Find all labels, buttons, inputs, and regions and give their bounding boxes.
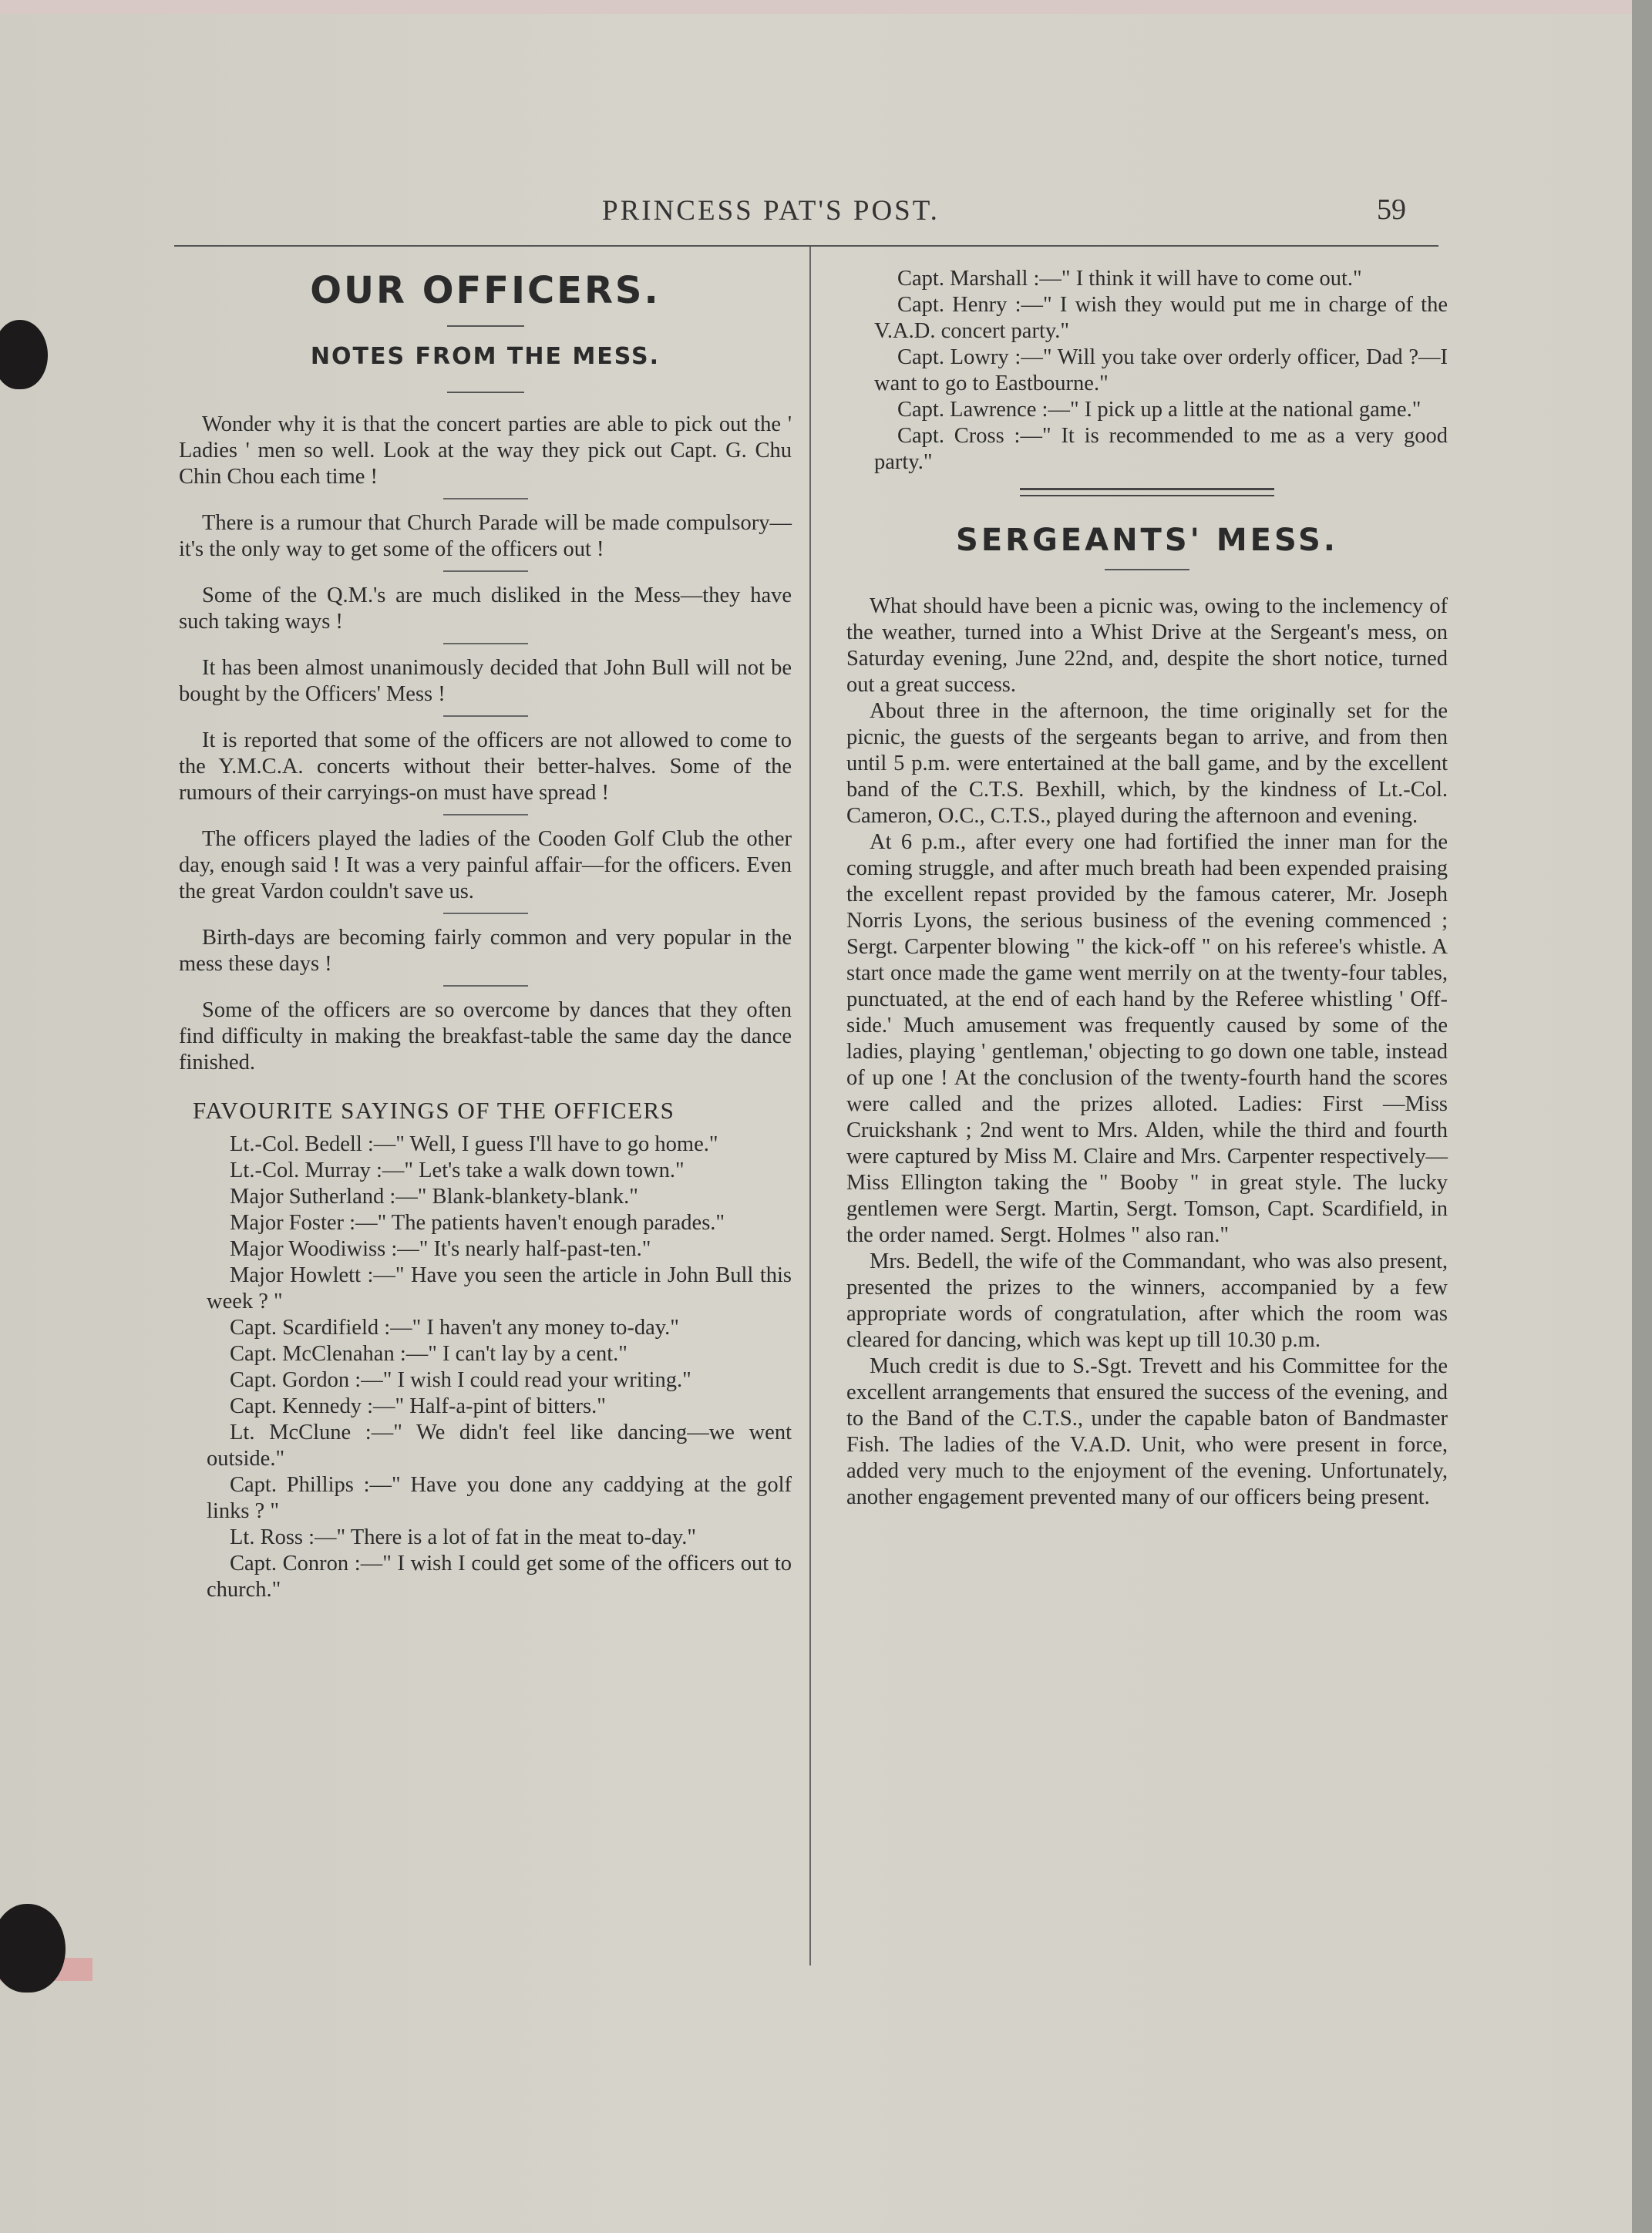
saying: Capt. Cross :—" It is recommended to me as a very good party.": [874, 424, 1448, 474]
note-paragraph: There is a rumour that Church Parade will be made compulsory—it's the only way to get some of the officers out !: [179, 511, 792, 561]
left-column: [179, 269, 792, 1603]
saying: Capt. Phillips :—" Have you done any caddying at the golf links ? ": [207, 1473, 792, 1523]
saying: Capt. Lawrence :—" I pick up a little at the national game.": [897, 398, 1422, 422]
saying: Capt. Marshall :—" I think it will have to come out.": [897, 267, 1362, 291]
saying: Capt. Gordon :—" I wish I could read your writing.": [230, 1368, 691, 1392]
saying: Capt. Henry :—" I wish they would put me in charge of the V.A.D. concert party.": [874, 293, 1448, 343]
note-paragraph: Some of the officers are so overcome by dances that they often find difficulty in making the breakfast-table the same day the dance finished.: [179, 998, 792, 1074]
paper-right-edge: [1632, 0, 1652, 2233]
punch-hole-top: [0, 320, 48, 389]
page-number: 59: [1377, 193, 1406, 226]
divider: [1105, 569, 1189, 570]
right-column: [846, 266, 1448, 1511]
saying: Lt.-Col. Bedell :—" Well, I guess I'll have to go home.": [230, 1132, 718, 1156]
section-title-our-officers: OUR OFFICERS.: [310, 269, 661, 312]
note-paragraph: It has been almost unanimously decided that John Bull will not be bought by the Officers' Mess !: [179, 656, 792, 706]
divider: [443, 985, 528, 987]
saying: Major Woodiwiss :—" It's nearly half-past-ten.": [230, 1237, 651, 1261]
subtitle-notes-from-mess: NOTES FROM THE MESS.: [310, 343, 661, 370]
double-divider: [1020, 488, 1274, 496]
saying: Capt. Lowry :—" Will you take over orderly officer, Dad ?—I want to go to Eastbourne.": [874, 345, 1448, 395]
saying: Capt. Kennedy :—" Half-a-pint of bitters.": [230, 1394, 606, 1418]
publication-title: PRINCESS PAT'S POST.: [602, 195, 940, 227]
column-divider: [809, 247, 811, 1966]
divider: [447, 325, 524, 327]
article-paragraph: Mrs. Bedell, the wife of the Commandant, who was also present, presented the prizes to the winners, accompanied by a few appropriate words of congratulation, after which the room was cleared for dancing, which was kept up till 10.30 p.m.: [846, 1249, 1448, 1352]
saying: Lt. Ross :—" There is a lot of fat in the meat to-day.": [230, 1525, 697, 1549]
saying: Capt. Conron :—" I wish I could get some of the officers out to church.": [207, 1552, 792, 1602]
note-paragraph: Some of the Q.M.'s are much disliked in the Mess—they have such taking ways !: [179, 583, 792, 634]
divider: [443, 814, 528, 816]
note-paragraph: It is reported that some of the officers are not allowed to come to the Y.M.C.A. concerts without their better-halves. Some of the rumours of their carryings-on must have spread !: [179, 728, 792, 805]
header-rule: [174, 245, 1438, 247]
divider: [443, 643, 528, 644]
article-paragraph: Much credit is due to S.-Sgt. Trevett and his Committee for the excellent arrangements that ensured the success of the evening, and to the Band of the C.T.S., under the capable baton of Bandmaster Fish. The ladies of the V.A.D. Unit, who were present in force, added very much to the enjoyment of the evening. Unfortunately, another engagement prevented many of our officers being present.: [846, 1354, 1448, 1509]
divider: [443, 498, 528, 499]
divider: [447, 392, 524, 393]
saying: Lt.-Col. Murray :—" Let's take a walk down town.": [230, 1159, 685, 1182]
saying: Lt. McClune :—" We didn't feel like dancing—we went outside.": [207, 1421, 792, 1471]
divider: [443, 715, 528, 717]
saying: Major Howlett :—" Have you seen the article in John Bull this week ? ": [207, 1263, 792, 1313]
saying: Major Sutherland :—" Blank-blankety-blank.": [230, 1185, 638, 1209]
favourite-sayings-heading: FAVOURITE SAYINGS OF THE OFFICERS: [193, 1097, 675, 1124]
saying: Capt. Scardifield :—" I haven't any money to-day.": [230, 1316, 679, 1340]
paper-top-edge: [0, 0, 1652, 14]
note-paragraph: Wonder why it is that the concert parties are able to pick out the ' Ladies ' men so well. Look at the way they pick out Capt. G. Chu Chin Chou each time !: [179, 412, 792, 489]
divider: [443, 913, 528, 914]
note-paragraph: Birth-days are becoming fairly common and very popular in the mess these days !: [179, 926, 792, 976]
page-header: [174, 193, 1438, 239]
saying: Capt. McClenahan :—" I can't lay by a cent.": [230, 1342, 627, 1366]
note-paragraph: The officers played the ladies of the Cooden Golf Club the other day, enough said ! It was a very painful affair—for the officers. Even the great Vardon couldn't save us.: [179, 827, 792, 903]
section-title-sergeants-mess: SERGEANTS' MESS.: [956, 523, 1338, 558]
article-paragraph: What should have been a picnic was, owing to the inclemency of the weather, turned into a Whist Drive at the Sergeant's mess, on Saturday evening, June 22nd, and, despite the short notice, turned out a great success.: [846, 594, 1448, 697]
article-paragraph: About three in the afternoon, the time originally set for the picnic, the guests of the sergeants began to arrive, and from then until 5 p.m. were entertained at the ball game, and by the excellent band of the C.T.S. Bexhill, which, by the kindness of Lt.-Col. Cameron, O.C., C.T.S., played during the afternoon and evening.: [846, 699, 1448, 828]
article-paragraph: At 6 p.m., after every one had fortified the inner man for the coming struggle, and after much breath had been expended praising the excellent repast provided by the famous caterer, Mr. Joseph Norris Lyons, the serious business of the evening commenced ; Sergt. Carpenter blowing " the kick-off " on his referee's whistle. A start once made the game went merrily on at the twenty-four tables, punctuated, at the end of each hand by the Referee whistling ' Off-side.' Much amusement was frequently caused by some of the ladies, playing ' gentleman,' objecting to go down one table, instead of up one ! At the conclusion of the twenty-fourth hand the scores were called and the prizes alloted. Ladies: First —Miss Cruickshank ; 2nd went to Mrs. Alden, while the third and fourth were captured by Miss M. Claire and Mrs. Carpenter respectively—Miss Ellington taking the " Booby " in great style. The lucky gentlemen were Sergt. Martin, Sergt. Tomson, Capt. Scardifield, in the order named. Sergt. Holmes " also ran.": [846, 830, 1448, 1247]
saying: Major Foster :—" The patients haven't enough parades.": [230, 1211, 725, 1235]
divider: [443, 570, 528, 572]
